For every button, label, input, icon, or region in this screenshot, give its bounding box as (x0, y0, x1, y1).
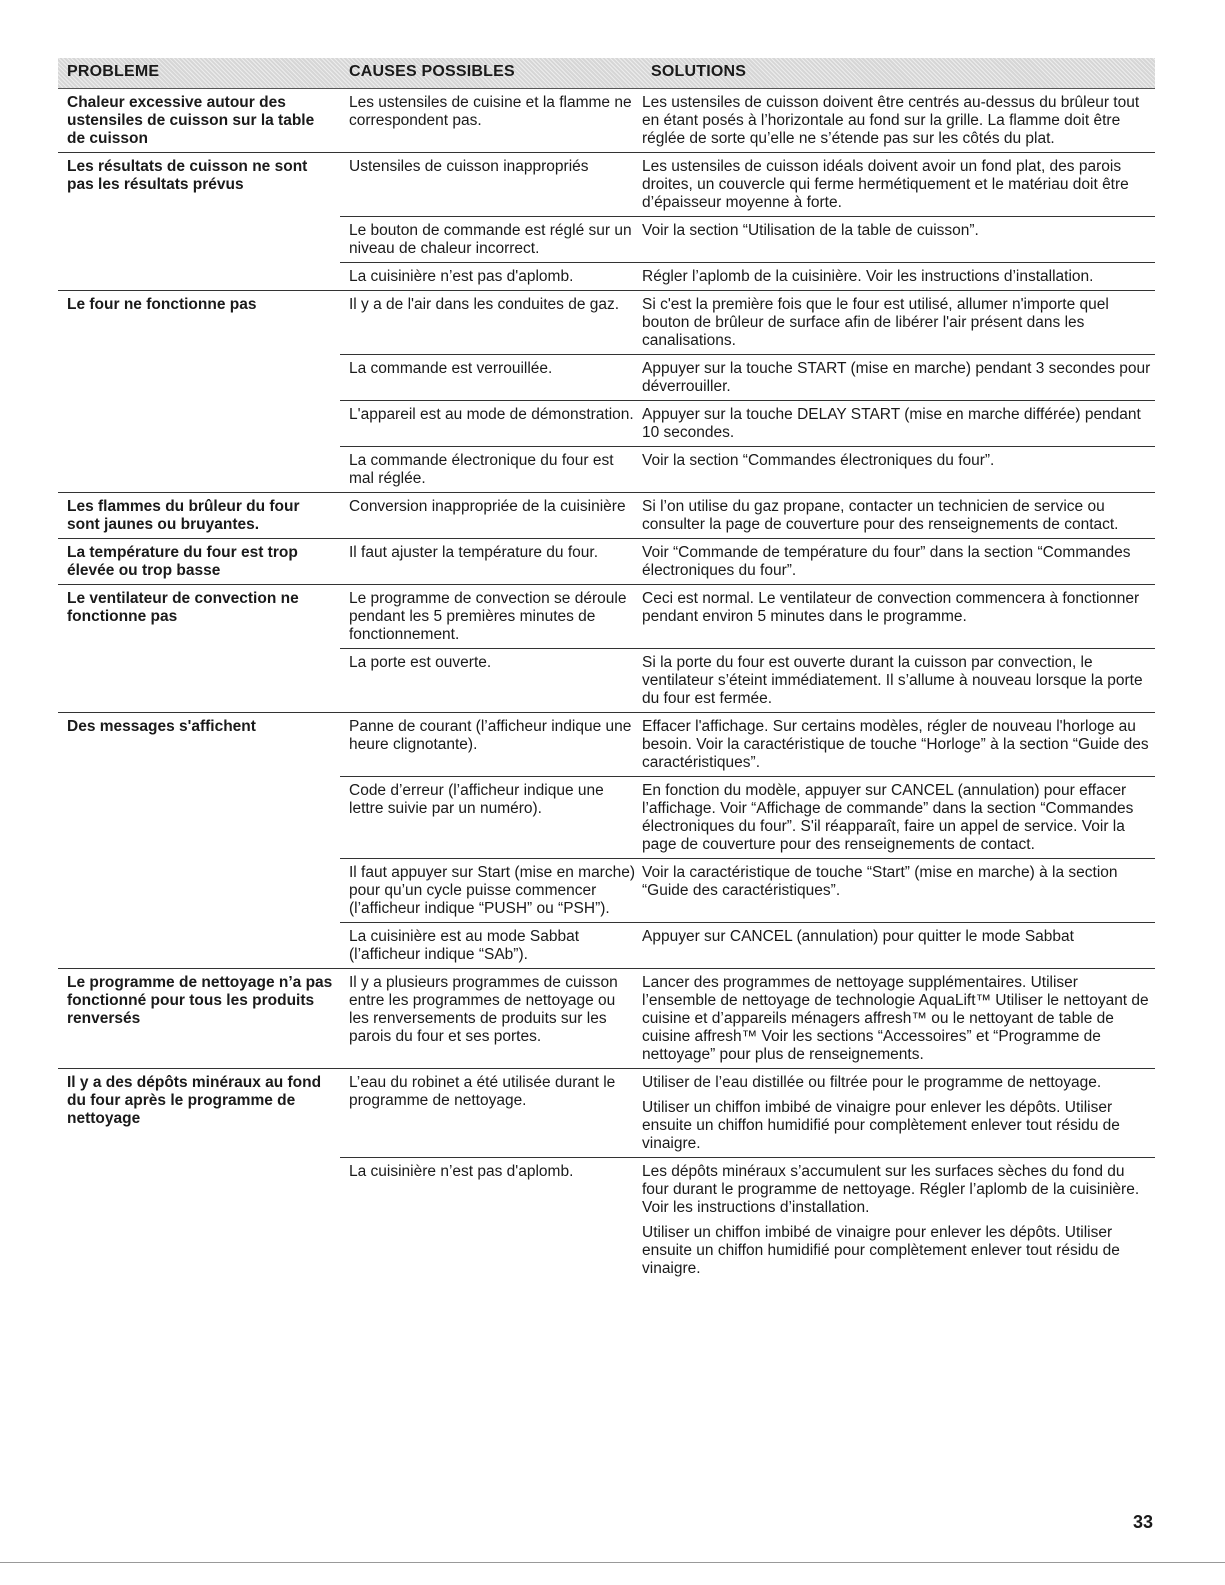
cause-solution-row (340, 859, 1155, 923)
header-causes: CAUSES POSSIBLES (349, 63, 515, 80)
cause-solution-row (340, 969, 1155, 1068)
solution-paragraph: En fonction du modèle, appuyer sur CANCEL (annulation) pour effacer l’affichage. Voir “Affichage de commande” dans la section “Commandes électroniques du four”. S'il réapparaît, faire un appel de service. Voir la page de couverture pour des renseignements de contact. (642, 782, 1134, 853)
troubleshooting-table (58, 58, 1155, 1282)
cause-solution-row (340, 713, 1155, 777)
table-row (58, 291, 1155, 493)
solution-paragraph: Voir la caractéristique de touche “Start” (mise en marche) à la section “Guide des caractéristiques”. (642, 864, 1118, 899)
solution-paragraph: Si c'est la première fois que le four est utilisé, allumer n'importe quel bouton de brûleur de surface afin de libérer l'air présent dans les canalisations. (642, 296, 1109, 349)
cause-cell: Panne de courant (l’afficheur indique une heure clignotante). (349, 718, 632, 753)
page-number: 33 (1132, 1512, 1153, 1532)
solution-cell (642, 777, 1155, 858)
table-row (58, 153, 1155, 291)
cause-solution-row (340, 447, 1155, 492)
table-row (58, 539, 1155, 585)
solution-cell (642, 539, 1155, 584)
solution-paragraph: Les ustensiles de cuisson idéals doivent avoir un fond plat, des parois droites, un couvercle qui ferme hermétiquement et le matériau doit être d’épaisseur moyenne à forte. (642, 158, 1129, 211)
solution-paragraph: Ceci est normal. Le ventilateur de convection commencera à fonctionner pendant environ 5 minutes dans le programme. (642, 590, 1140, 625)
cause-solution-group (340, 585, 1155, 712)
solution-paragraph: Si la porte du four est ouverte durant la cuisson par convection, le ventilateur s’éteint immédiatement. Il s’allume à nouveau lorsque la porte du four est fermée. (642, 654, 1143, 707)
solution-cell (642, 447, 1155, 492)
solution-paragraph: Voir “Commande de température du four” dans la section “Commandes électroniques du four”. (642, 544, 1131, 579)
solution-paragraph: Si l’on utilise du gaz propane, contacter un technicien de service ou consulter la page de couverture pour des renseignements de contact. (642, 498, 1119, 533)
problem-cell: La température du four est trop élevée ou trop basse (67, 544, 298, 579)
cause-solution-row (340, 153, 1155, 217)
problem-cell: Il y a des dépôts minéraux au fond du four après le programme de nettoyage (67, 1074, 322, 1127)
cause-cell: Ustensiles de cuisson inappropriés (349, 158, 589, 175)
cause-solution-row (340, 649, 1155, 712)
cause-solution-group (340, 539, 1155, 584)
cause-cell: Il y a plusieurs programmes de cuisson entre les programmes de nettoyage ou les renversements de produits sur les parois du four et ses portes. (349, 974, 618, 1045)
table-row (58, 1069, 1155, 1282)
cause-cell: La cuisinière n’est pas d'aplomb. (349, 1163, 574, 1180)
solution-cell (642, 1158, 1155, 1282)
cause-cell: Il faut appuyer sur Start (mise en marche) pour qu’un cycle puisse commencer (l’afficheur indique “PUSH” ou “PSH”). (349, 864, 636, 917)
solution-cell (642, 355, 1155, 400)
solution-paragraph: Appuyer sur la touche START (mise en marche) pendant 3 secondes pour déverrouiller. (642, 360, 1151, 395)
table-row (58, 713, 1155, 969)
cause-solution-group (340, 969, 1155, 1068)
cause-cell: La commande électronique du four est mal réglée. (349, 452, 614, 487)
solution-cell (642, 1069, 1155, 1157)
solution-cell (642, 401, 1155, 446)
solution-cell (642, 649, 1155, 712)
cause-cell: La porte est ouverte. (349, 654, 492, 671)
solution-paragraph: Voir la section “Commandes électroniques du four”. (642, 452, 995, 469)
cause-solution-row (340, 89, 1155, 152)
solution-paragraph: Utiliser de l’eau distillée ou filtrée pour le programme de nettoyage. (642, 1074, 1102, 1091)
solution-paragraph: Les ustensiles de cuisson doivent être centrés au-dessus du brûleur tout en étant posés à l’horizontale au fond sur la grille. La flamme doit être réglée de sorte qu’elle ne s’étende pas sur les côtés du plat. (642, 94, 1140, 147)
solution-cell (642, 713, 1155, 776)
cause-cell: La commande est verrouillée. (349, 360, 553, 377)
solution-cell (642, 493, 1155, 538)
problem-cell: Des messages s'affichent (67, 718, 256, 735)
cause-cell: Le programme de convection se déroule pendant les 5 premières minutes de fonctionnement. (349, 590, 627, 643)
table-body (58, 89, 1155, 1282)
cause-cell: La cuisinière n’est pas d'aplomb. (349, 268, 574, 285)
solution-paragraph: Utiliser un chiffon imbibé de vinaigre pour enlever les dépôts. Utiliser ensuite un chiffon humidifié pour complètement enlever tout résidu de vinaigre. (642, 1224, 1120, 1277)
cause-solution-group (340, 153, 1155, 290)
cause-cell: Code d’erreur (l’afficheur indique une lettre suivie par un numéro). (349, 782, 604, 817)
cause-solution-row (340, 263, 1155, 290)
solution-cell (642, 89, 1155, 152)
cause-solution-group (340, 89, 1155, 152)
solution-cell (642, 263, 1155, 290)
solution-cell (642, 291, 1155, 354)
solution-cell (642, 923, 1155, 968)
solution-paragraph: Utiliser un chiffon imbibé de vinaigre pour enlever les dépôts. Utiliser ensuite un chiffon humidifié pour complètement enlever tout résidu de vinaigre. (642, 1099, 1120, 1152)
solution-cell (642, 153, 1155, 216)
table-header (58, 58, 1155, 89)
solution-paragraph: Lancer des programmes de nettoyage supplémentaires. Utiliser l’ensemble de nettoyage de technologie AquaLift™ Utiliser le nettoyant de cuisine et d’appareils ménagers affresh™ ou le nettoyant de table de cuisine affresh™ Voir les sections “Accessoires” et “Programme de nettoyage” pour plus de renseignements. (642, 974, 1149, 1063)
problem-cell: Chaleur excessive autour des ustensiles de cuisson sur la table de cuisson (67, 94, 315, 147)
cause-solution-row (340, 355, 1155, 401)
solution-paragraph: Appuyer sur la touche DELAY START (mise en marche différée) pendant 10 secondes. (642, 406, 1141, 441)
solution-cell (642, 969, 1155, 1068)
cause-solution-row (340, 585, 1155, 649)
cause-cell: Le bouton de commande est réglé sur un niveau de chaleur incorrect. (349, 222, 632, 257)
table-row (58, 969, 1155, 1069)
cause-solution-group (340, 1069, 1155, 1282)
cause-solution-row (340, 923, 1155, 968)
problem-cell: Les flammes du brûleur du four sont jaunes ou bruyantes. (67, 498, 300, 533)
cause-solution-group (340, 291, 1155, 492)
cause-solution-group (340, 713, 1155, 968)
cause-solution-row (340, 1158, 1155, 1282)
cause-solution-row (340, 539, 1155, 584)
solution-cell (642, 585, 1155, 648)
problem-cell: Le programme de nettoyage n’a pas fonctionné pour tous les produits renversés (67, 974, 333, 1027)
cause-solution-row (340, 291, 1155, 355)
header-solutions: SOLUTIONS (651, 63, 747, 80)
solution-cell (642, 859, 1155, 922)
cause-cell: Il y a de l'air dans les conduites de gaz. (349, 296, 620, 313)
header-problem: PROBLEME (67, 63, 160, 80)
cause-solution-row (340, 493, 1155, 538)
bottom-rule (0, 1562, 1225, 1563)
table-row (58, 89, 1155, 153)
problem-cell: Le four ne fonctionne pas (67, 296, 257, 313)
cause-cell: La cuisinière est au mode Sabbat (l’afficheur indique “SAb”). (349, 928, 580, 963)
problem-cell: Les résultats de cuisson ne sont pas les résultats prévus (67, 158, 308, 193)
table-row (58, 493, 1155, 539)
solution-paragraph: Voir la section “Utilisation de la table de cuisson”. (642, 222, 979, 239)
cause-cell: L'appareil est au mode de démonstration. (349, 406, 634, 423)
solution-cell (642, 217, 1155, 262)
cause-cell: Il faut ajuster la température du four. (349, 544, 598, 561)
cause-solution-row (340, 401, 1155, 447)
cause-cell: Conversion inappropriée de la cuisinière (349, 498, 626, 515)
problem-cell: Le ventilateur de convection ne fonctionne pas (67, 590, 299, 625)
cause-cell: Les ustensiles de cuisine et la flamme ne correspondent pas. (349, 94, 632, 129)
table-row (58, 585, 1155, 713)
solution-paragraph: Régler l’aplomb de la cuisinière. Voir les instructions d’installation. (642, 268, 1094, 285)
cause-solution-group (340, 493, 1155, 538)
cause-solution-row (340, 217, 1155, 263)
cause-solution-row (340, 777, 1155, 859)
cause-cell: L’eau du robinet a été utilisée durant le programme de nettoyage. (349, 1074, 616, 1109)
solution-paragraph: Les dépôts minéraux s’accumulent sur les surfaces sèches du fond du four durant le programme de nettoyage. Régler l’aplomb de la cuisinière. Voir les instructions d’installation. (642, 1163, 1140, 1216)
solution-paragraph: Appuyer sur CANCEL (annulation) pour quitter le mode Sabbat (642, 928, 1074, 945)
solution-paragraph: Effacer l'affichage. Sur certains modèles, régler de nouveau l'horloge au besoin. Voir la caractéristique de touche “Horloge” à la section “Guide des caractéristiques”. (642, 718, 1149, 771)
cause-solution-row (340, 1069, 1155, 1158)
